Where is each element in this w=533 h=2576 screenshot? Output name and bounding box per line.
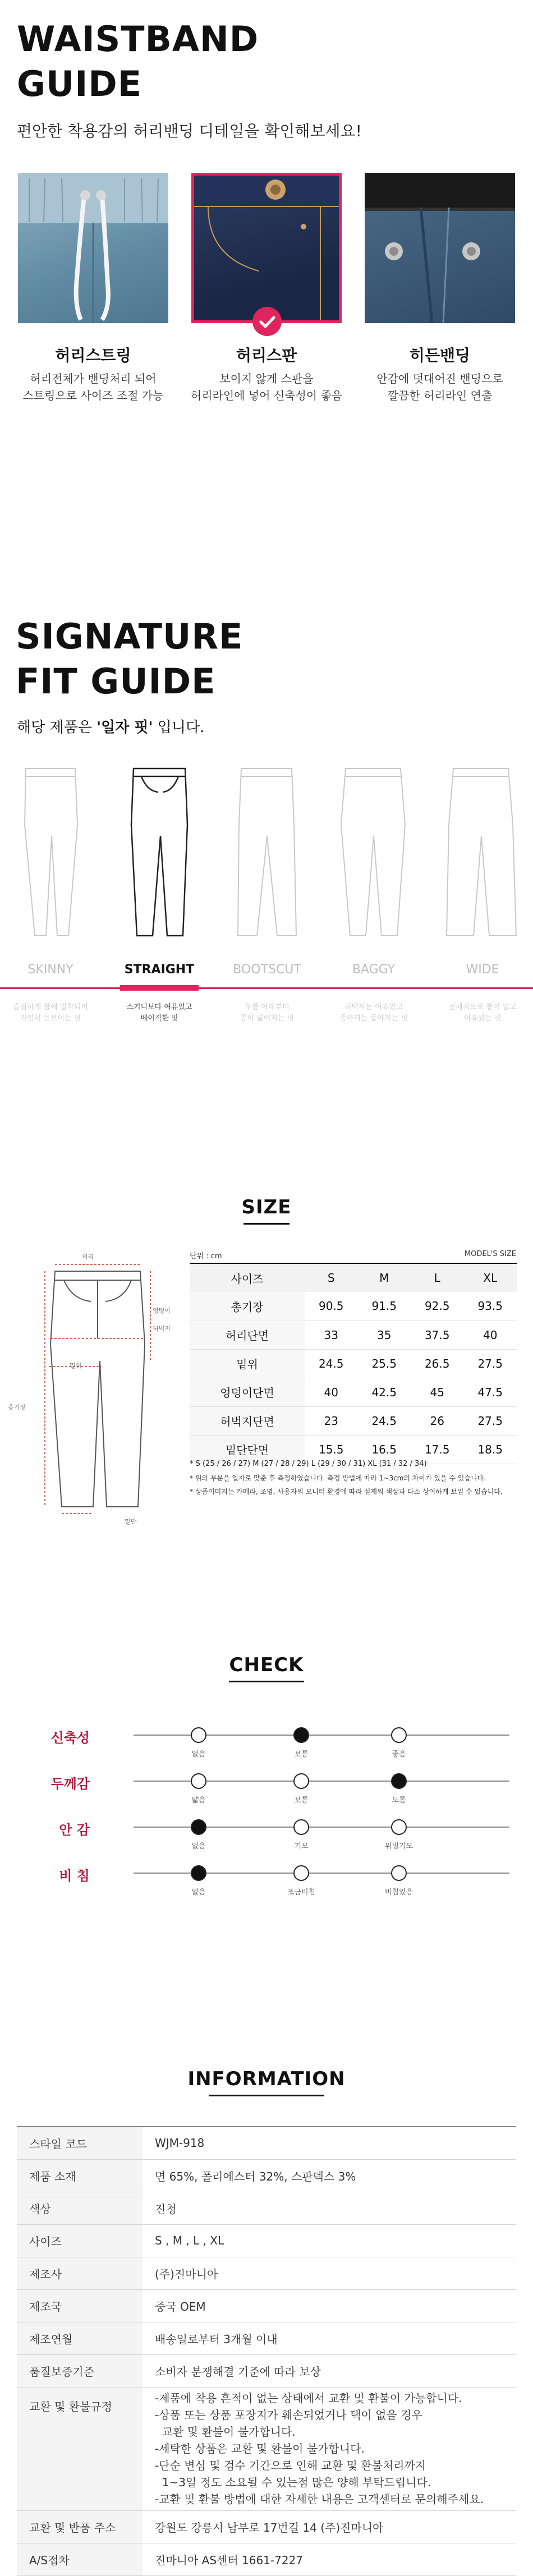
exchange-policy-line: -교환 및 환불 방법에 대한 자세한 내용은 고객센터로 문의해주세요. xyxy=(155,2492,484,2506)
info-value: 강원도 강릉시 남부로 17번길 14 (주)진마니아 xyxy=(143,2510,516,2543)
info-value: WJM-918 xyxy=(143,2127,516,2159)
size-row-head: 밑단단면 xyxy=(190,1435,305,1464)
hidden-banding-photo xyxy=(365,173,515,323)
size-cell: 40 xyxy=(463,1321,517,1349)
info-row xyxy=(17,2224,516,2257)
waistband-title-1: WAISTBAND xyxy=(17,19,259,59)
size-note: * S (25 / 26 / 27) M (27 / 28 / 29) L (29 / 30 / 31) XL (31 / 32 / 34) xyxy=(190,1460,427,1468)
check-track xyxy=(134,1827,509,1828)
fit-intro-bold: '일자 핏' xyxy=(97,719,153,736)
info-value: 면 65%, 폴리에스터 32%, 스판덱스 3% xyxy=(143,2159,516,2192)
check-option-label: 기모 xyxy=(294,1842,309,1851)
size-cell: 90.5 xyxy=(305,1292,357,1321)
size-table-header xyxy=(190,1263,517,1292)
size-header-cell: 사이즈 xyxy=(190,1263,305,1292)
size-cell: 26.5 xyxy=(411,1349,463,1378)
size-cell: 17.5 xyxy=(411,1435,463,1464)
size-diagram xyxy=(10,1254,178,1524)
waistband-option-name: 허리스판 xyxy=(236,346,297,365)
info-row xyxy=(17,2510,516,2543)
exchange-policy-line: -상품 또는 상품 포장지가 훼손되었거나 택이 없을 경우 xyxy=(155,2408,422,2422)
info-key: 제조사 xyxy=(17,2257,143,2289)
fit-intro-pre: 해당 제품은 xyxy=(17,719,97,736)
check-option-label: 비침있음 xyxy=(384,1888,413,1897)
info-key: 제품 소재 xyxy=(17,2159,143,2192)
size-cell: 40 xyxy=(305,1378,357,1406)
size-cell: 18.5 xyxy=(463,1435,517,1464)
baggy-pants-icon xyxy=(341,769,405,936)
info-value: S , M , L , XL xyxy=(143,2224,516,2257)
info-key: 제조국 xyxy=(17,2289,143,2322)
size-cell: 92.5 xyxy=(411,1292,463,1321)
size-cell: 42.5 xyxy=(357,1378,410,1406)
check-track xyxy=(134,1873,509,1874)
diagram-label-thigh: 허벅지 xyxy=(153,1325,171,1332)
size-cell: 24.5 xyxy=(357,1406,410,1435)
exchange-policy-line: -단순 변심 및 검수 기간으로 인해 교환 및 환불처리까지 xyxy=(155,2459,426,2472)
size-cell: 25.5 xyxy=(357,1349,410,1378)
exchange-policy xyxy=(143,2387,516,2510)
check-option-dot xyxy=(191,1773,206,1789)
info-key: 스타일 코드 xyxy=(17,2127,143,2159)
info-row xyxy=(17,2543,516,2575)
fit-label-skinny: SKINNY xyxy=(27,963,73,977)
fit-desc: 통이 넓어지는 핏 xyxy=(240,1014,295,1023)
check-option-dot xyxy=(293,1773,309,1789)
info-value: 배송일로부터 3개월 이내 xyxy=(143,2322,516,2354)
size-header-cell: M xyxy=(357,1263,410,1292)
info-row xyxy=(17,2289,516,2322)
size-cell: 37.5 xyxy=(411,1321,463,1349)
size-cell: 23 xyxy=(305,1406,357,1435)
size-row-head: 엉덩이단면 xyxy=(190,1378,305,1406)
diagram-label-hip: 엉덩이 xyxy=(153,1307,171,1314)
check-option-label: 보통 xyxy=(294,1796,309,1805)
check-option-dot xyxy=(293,1819,309,1835)
info-key: 제조연월 xyxy=(17,2322,143,2354)
waistband-option-desc: 허리전체가 밴딩처리 되어 xyxy=(30,372,157,385)
size-header-cell: XL xyxy=(463,1263,517,1292)
fit-label-baggy: BAGGY xyxy=(352,963,396,977)
size-title-underline xyxy=(243,1223,290,1225)
info-key: 품질보증기준 xyxy=(17,2354,143,2387)
size-note: * 위의 부분을 일자로 맞춘 후 측정하였습니다. 측정 방법에 따라 1~3cm의 차이가 있을 수 있습니다. xyxy=(190,1474,486,1482)
fit-desc: 허벅지는 여유있고 xyxy=(344,1003,403,1011)
fit-desc: 라인이 돋보이는 핏 xyxy=(20,1014,81,1023)
fit-desc: 스키니보다 여유있고 xyxy=(126,1003,192,1011)
exchange-policy-line: -제품에 착용 흔적이 없는 상태에서 교환 및 환불이 가능합니다. xyxy=(155,2391,462,2405)
check-option-dot-selected xyxy=(293,1727,309,1743)
check-label-lining: 안 감 xyxy=(59,1822,90,1838)
fit-active-marker xyxy=(120,985,199,991)
check-option-label: 없음 xyxy=(191,1888,206,1897)
size-table-row xyxy=(190,1406,517,1435)
wide-pants-icon xyxy=(447,769,516,936)
fit-label-bootscut: BOOTSCUT xyxy=(233,963,301,977)
info-key: 색상 xyxy=(17,2192,143,2224)
check-option-dot xyxy=(191,1727,206,1743)
info-key: 교환 및 환불규정 xyxy=(17,2387,143,2510)
size-cell: 45 xyxy=(411,1378,463,1406)
size-row-head: 밑위 xyxy=(190,1349,305,1378)
info-value: 중국 OEM xyxy=(143,2289,516,2322)
info-title-underline xyxy=(209,2095,324,2096)
size-cell: 47.5 xyxy=(463,1378,517,1406)
check-option-label: 없음 xyxy=(191,1750,206,1759)
size-note: * 상품이미지는 카메라, 조명, 사용자의 모니터 환경에 따라 실제의 색상과 다소 상이하게 보일 수 있습니다. xyxy=(190,1488,503,1496)
size-title: SIZE xyxy=(241,1196,292,1218)
waistband-option-desc: 허리라인에 넣어 신축성이 좋음 xyxy=(190,389,343,402)
skinny-pants-icon xyxy=(25,769,77,936)
check-option-dot-selected xyxy=(191,1865,206,1881)
fit-intro xyxy=(17,716,204,737)
size-cell: 15.5 xyxy=(305,1435,357,1464)
bootcut-pants-icon xyxy=(238,769,296,936)
size-cell: 33 xyxy=(305,1321,357,1349)
fit-label-wide: WIDE xyxy=(466,963,499,977)
info-row-exchange xyxy=(17,2387,516,2510)
waistband-option-name: 허리스트링 xyxy=(55,346,131,365)
size-cell: 16.5 xyxy=(357,1435,410,1464)
size-row-head: 허리단면 xyxy=(190,1321,305,1349)
waistband-subtitle: 편안한 착용감의 허리밴딩 디테일을 확인해보세요! xyxy=(17,122,362,140)
waistband-option-desc: 보이지 않게 스판을 xyxy=(219,372,314,385)
size-table-row xyxy=(190,1349,517,1378)
check-badge-icon xyxy=(252,307,282,336)
diagram-label-waist: 허리 xyxy=(82,1253,94,1261)
check-option-label: 조금비침 xyxy=(287,1888,316,1897)
waistband-option-name: 히든밴딩 xyxy=(409,346,471,365)
diagram-label-hem: 밑단 xyxy=(125,1518,137,1525)
check-option-label: 보통 xyxy=(294,1750,309,1759)
fit-title-1: SIGNATURE xyxy=(16,616,243,657)
check-track xyxy=(134,1781,509,1782)
info-row xyxy=(17,2127,516,2159)
check-option-dot xyxy=(391,1819,407,1835)
waistband-option-desc: 깔끔한 허리라인 연출 xyxy=(387,389,493,402)
info-key: 사이즈 xyxy=(17,2224,143,2257)
info-value: 진마니아 AS센터 1661-7227 xyxy=(143,2543,516,2575)
check-title-underline xyxy=(229,1681,304,1682)
check-option-label: 도톰 xyxy=(392,1796,406,1805)
size-row-head: 총기장 xyxy=(190,1292,305,1321)
exchange-policy-line: 1~3일 정도 소요될 수 있는점 많은 양해 부탁드립니다. xyxy=(155,2476,431,2489)
fit-intro-post: 입니다. xyxy=(153,719,205,736)
model-size-note: MODEL'S SIZE xyxy=(464,1250,516,1258)
check-option-dot xyxy=(391,1865,407,1881)
check-option-label: 위빙기모 xyxy=(384,1842,413,1851)
fit-label-straight: STRAIGHT xyxy=(124,963,195,977)
size-header-cell: S xyxy=(305,1263,357,1292)
size-cell: 24.5 xyxy=(305,1349,357,1378)
fit-desc: 슬림하게 몸에 밀착되어 xyxy=(13,1003,88,1011)
fit-desc: 여유있는 핏 xyxy=(463,1014,502,1023)
fit-desc: 무릎 아래부터 xyxy=(245,1003,290,1011)
info-row xyxy=(17,2322,516,2354)
size-header-cell: L xyxy=(411,1263,463,1292)
fit-desc: 전체적으로 통이 넓고 xyxy=(448,1003,517,1011)
check-title: CHECK xyxy=(229,1654,304,1676)
size-cell: 27.5 xyxy=(463,1349,517,1378)
size-cell: 27.5 xyxy=(463,1406,517,1435)
size-table-row xyxy=(190,1321,517,1349)
size-cell: 91.5 xyxy=(357,1292,410,1321)
check-label-thickness: 두께감 xyxy=(50,1776,90,1792)
info-row xyxy=(17,2354,516,2387)
diagram-label-rise: 밑위 xyxy=(70,1362,82,1369)
size-table xyxy=(190,1263,517,1464)
info-row xyxy=(17,2159,516,2192)
waistband-option-desc: 스트링으로 사이즈 조절 가능 xyxy=(22,389,164,402)
info-value: 소비자 분쟁해결 기준에 따라 보상 xyxy=(143,2354,516,2387)
exchange-policy-line: -세탁한 상품은 교환 및 환불이 불가합니다. xyxy=(155,2442,365,2455)
info-table xyxy=(17,2126,516,2576)
drawstring-photo xyxy=(18,173,168,323)
info-row xyxy=(17,2192,516,2224)
waistband-title-2: GUIDE xyxy=(17,63,143,104)
check-label-elasticity: 신축성 xyxy=(50,1730,90,1746)
info-value: (주)진마니아 xyxy=(143,2257,516,2289)
check-option-dot-selected xyxy=(191,1819,206,1835)
check-label-sheerness: 비 침 xyxy=(59,1868,90,1884)
selected-frame xyxy=(191,173,342,323)
size-table-row xyxy=(190,1378,517,1406)
info-key: 교환 및 반품 주소 xyxy=(17,2510,143,2543)
fit-divider xyxy=(0,987,533,989)
diagram-label-total: 총기장 xyxy=(8,1404,26,1411)
size-cell: 35 xyxy=(357,1321,410,1349)
check-option-label: 없음 xyxy=(191,1842,206,1851)
size-unit: 단위 : cm xyxy=(190,1252,222,1261)
info-key: A/S접차 xyxy=(17,2543,143,2575)
fit-title-2: FIT GUIDE xyxy=(16,661,216,702)
size-table-row xyxy=(190,1292,517,1321)
check-option-label: 좋음 xyxy=(392,1750,406,1759)
size-cell: 93.5 xyxy=(463,1292,517,1321)
info-row xyxy=(17,2257,516,2289)
exchange-policy-line: 교환 및 환불이 불가합니다. xyxy=(155,2425,296,2439)
fit-desc: 종아리는 좁아지는 핏 xyxy=(339,1014,408,1023)
check-option-dot xyxy=(391,1727,407,1743)
size-row-head: 허벅지단면 xyxy=(190,1406,305,1435)
straight-pants-icon xyxy=(131,769,187,936)
info-value: 진청 xyxy=(143,2192,516,2224)
check-track xyxy=(134,1735,509,1736)
check-option-dot-selected xyxy=(391,1773,407,1789)
info-title: INFORMATION xyxy=(187,2068,346,2090)
size-cell: 26 xyxy=(411,1406,463,1435)
fit-silhouettes xyxy=(0,757,533,948)
waistband-option-desc: 안감에 덧대어진 밴딩으로 xyxy=(376,372,503,385)
check-option-dot xyxy=(293,1865,309,1881)
check-option-label: 얇음 xyxy=(191,1796,206,1805)
fit-desc: 베이직한 핏 xyxy=(140,1014,178,1023)
